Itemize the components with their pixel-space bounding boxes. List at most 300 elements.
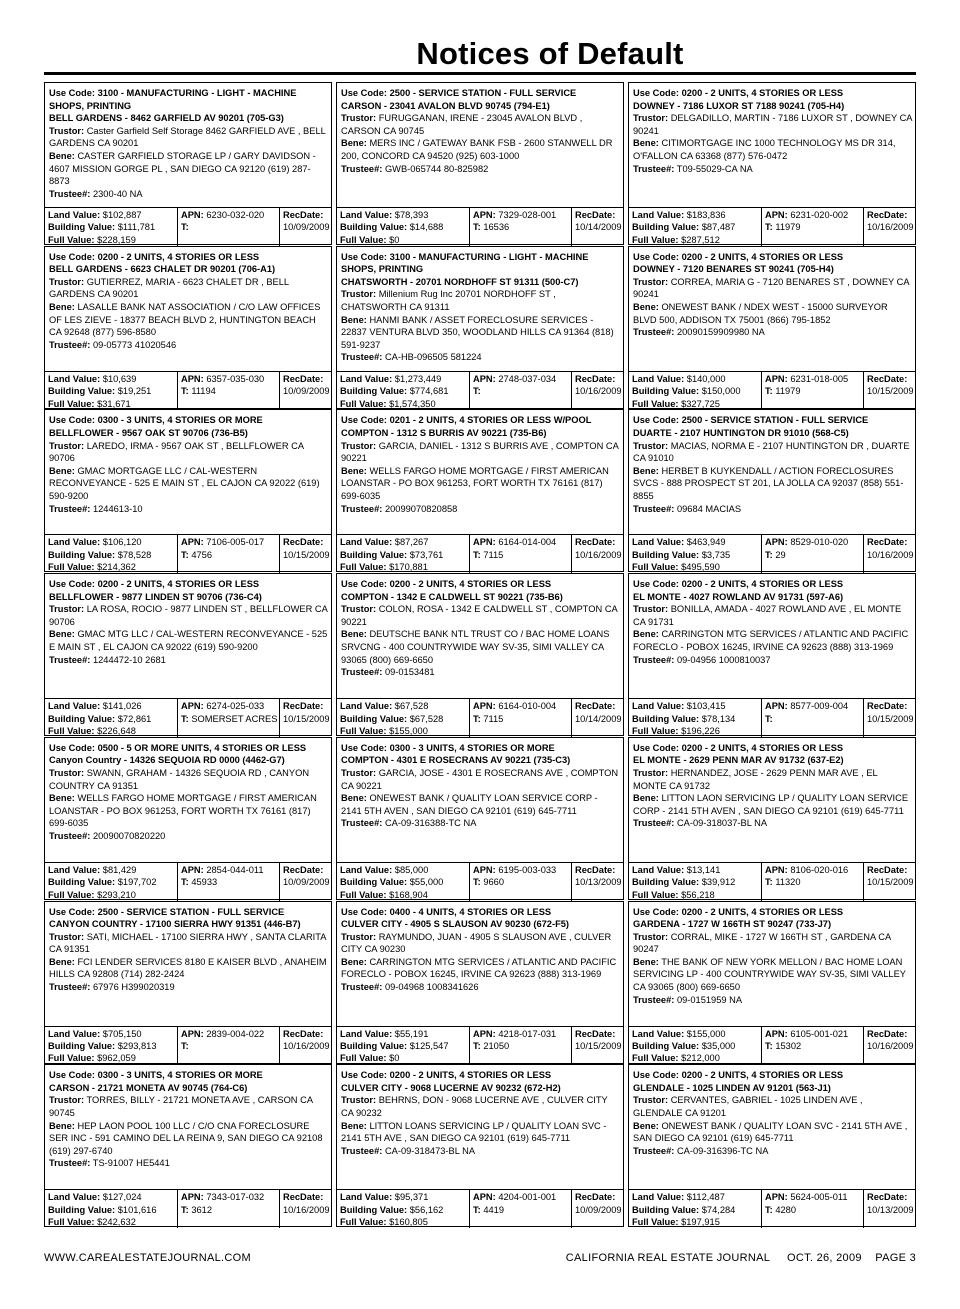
- bene-label: Bene:: [49, 150, 75, 161]
- trustee-value: TS-91007 HE5441: [92, 1158, 170, 1169]
- use-code-value: 0400 - 4 UNITS, 4 STORIES OR LESS: [389, 906, 552, 917]
- trustor-line: [341, 288, 620, 313]
- bene-line: [633, 1120, 912, 1145]
- trustor-line: [49, 125, 328, 150]
- land-value-label: Land Value:: [632, 864, 685, 875]
- trustor-line: [49, 767, 328, 792]
- land-value-label: Land Value:: [340, 373, 393, 384]
- building-value-label: Building Value:: [48, 222, 116, 233]
- land-value-label: Land Value:: [340, 537, 393, 548]
- tract-line: [473, 1204, 568, 1216]
- property-address: EL MONTE - 4027 ROWLAND AV 91731 (597-A6): [633, 591, 844, 602]
- tract-line: [765, 876, 860, 888]
- trustee-line: [341, 503, 620, 516]
- trustor-value: LA ROSA, ROCIO - 9877 LINDEN ST , BELLFLOWER CA 90706: [49, 604, 328, 627]
- bene-label: Bene:: [49, 956, 75, 967]
- apn-line: [473, 700, 568, 712]
- trustor-value: BEHRNS, DON - 9068 LUCERNE AVE , CULVER CITY CA 90232: [341, 1095, 608, 1118]
- full-value-value: $160,805: [389, 1217, 428, 1227]
- recdate-value: 10/16/2009: [283, 1204, 330, 1215]
- tract-line: [765, 221, 860, 233]
- trustee-value: 20099070820858: [384, 503, 458, 514]
- building-value-line: [632, 713, 758, 725]
- notice-body: [45, 83, 331, 211]
- building-value-line: [632, 1204, 758, 1216]
- tract-line: [473, 221, 568, 233]
- full-value-value: $155,000: [389, 725, 428, 736]
- use-code-label: Use Code:: [49, 906, 95, 917]
- use-code-line: [341, 578, 620, 591]
- values-row: [629, 698, 915, 737]
- recdate-value: 10/16/2009: [867, 222, 914, 233]
- use-code-label: Use Code:: [633, 415, 679, 426]
- trustor-label: Trustor:: [633, 931, 669, 942]
- recdate-value: 10/15/2009: [283, 713, 330, 724]
- notice-body: [45, 738, 331, 866]
- trustee-label: Trustee#:: [341, 503, 383, 514]
- apn-cell: [177, 1190, 279, 1228]
- full-value-line: [632, 234, 758, 246]
- land-value-label: Land Value:: [632, 1192, 685, 1203]
- apn-cell: [469, 1190, 571, 1228]
- values-row: [337, 207, 623, 246]
- use-code-value: 0200 - 2 UNITS, 4 STORIES OR LESS: [389, 1070, 552, 1081]
- value-cell: [629, 1190, 761, 1228]
- building-value-value: $72,861: [117, 713, 152, 724]
- recdate-value: 10/13/2009: [867, 1204, 914, 1215]
- tract-label: T:: [765, 386, 773, 397]
- value-cell: [45, 699, 177, 737]
- notice-body: [337, 410, 623, 538]
- trustee-label: Trustee#:: [633, 327, 675, 338]
- full-value-label: Full Value:: [48, 1217, 95, 1227]
- trustee-value: 09-04968 1008341626: [384, 982, 479, 993]
- bene-line: [49, 150, 328, 188]
- value-cell: [337, 208, 469, 246]
- apn-label: APN:: [181, 373, 204, 384]
- use-code-line: [633, 414, 912, 427]
- apn-label: APN:: [181, 1028, 204, 1039]
- bene-line: [341, 137, 620, 162]
- trustee-value: 67976 H399020319: [92, 982, 175, 993]
- tract-value: 16536: [483, 222, 510, 233]
- tract-label: T:: [765, 222, 773, 233]
- recdate-label: RecDate:: [867, 1192, 908, 1203]
- building-value-value: $35,000: [701, 1040, 736, 1051]
- bene-value: ONEWEST BANK / QUALITY LOAN SERVICE CORP - 2141 5TH AVEN , SAN DIEGO CA 92101 (619) 645-7711: [341, 793, 598, 816]
- trustee-label: Trustee#:: [341, 1145, 383, 1156]
- trustor-line: [341, 112, 620, 137]
- recdate-value: 10/15/2009: [867, 877, 914, 888]
- notice-card: [336, 246, 624, 409]
- bene-label: Bene:: [341, 314, 367, 325]
- land-value-line: [48, 373, 174, 385]
- bene-line: [633, 465, 912, 503]
- notice-body: [45, 247, 331, 375]
- bene-value: DEUTSCHE BANK NTL TRUST CO / BAC HOME LOANS SRVCNG - 400 COUNTRYWIDE WAY SV-35, SIMI VALLEY CA 93065 (800) 669-6650: [341, 629, 610, 665]
- trustor-line: [633, 1094, 912, 1119]
- building-value-value: $73,761: [409, 549, 444, 560]
- land-value-value: $106,120: [102, 537, 142, 548]
- land-value-value: $102,887: [102, 210, 142, 220]
- apn-value: 4204-001-001: [498, 1192, 557, 1203]
- apn-value: 4218-017-031: [498, 1028, 557, 1039]
- use-code-value: 2500 - SERVICE STATION - FULL SERVICE: [97, 906, 285, 917]
- full-value-value: $242,632: [97, 1217, 136, 1227]
- recdate-label: RecDate:: [283, 864, 324, 875]
- building-value-label: Building Value:: [48, 386, 116, 397]
- apn-label: APN:: [473, 1028, 496, 1039]
- full-value-label: Full Value:: [632, 1053, 679, 1064]
- property-address: DOWNEY - 7120 BENARES ST 90241 (705-H4): [633, 264, 834, 275]
- bene-value: WELLS FARGO HOME MORTGAGE / FIRST AMERICAN LOANSTAR - PO BOX 961253, FORT WORTH TX 76161 (817) 699-6035: [49, 793, 317, 829]
- trustor-value: SATI, MICHAEL - 17100 SIERRA HWY , SANTA CLARITA CA 91351: [49, 931, 326, 955]
- building-value-label: Building Value:: [48, 877, 116, 888]
- values-row: [45, 207, 331, 246]
- trustor-line: [633, 276, 912, 301]
- building-value-line: [632, 1040, 758, 1052]
- full-value-label: Full Value:: [48, 1053, 95, 1064]
- apn-value: 6105-001-021: [790, 1028, 849, 1039]
- trustor-label: Trustor:: [49, 604, 85, 615]
- bene-label: Bene:: [341, 138, 367, 149]
- trustee-label: Trustee#:: [633, 818, 675, 829]
- trustor-line: [341, 1094, 620, 1119]
- tract-line: [765, 385, 860, 397]
- full-value-line: [48, 889, 174, 901]
- apn-value: 8106-020-016: [790, 864, 849, 875]
- recdate-value: 10/09/2009: [283, 222, 330, 233]
- trustee-line: [633, 817, 912, 830]
- recdate-cell: [863, 1027, 915, 1065]
- bene-line: [49, 301, 328, 339]
- tract-value: 4419: [483, 1204, 505, 1215]
- recdate-label: RecDate:: [867, 864, 908, 875]
- bene-label: Bene:: [49, 629, 75, 640]
- trustor-line: [633, 767, 912, 792]
- bene-value: GMAC MORTGAGE LLC / CAL-WESTERN RECONVEYANCE - 525 E MAIN ST , EL CAJON CA 92022 (619) 590-9200: [49, 465, 320, 501]
- use-code-line: [633, 251, 912, 264]
- recdate-cell: [279, 863, 331, 901]
- bene-line: [341, 956, 620, 981]
- recdate-label: RecDate:: [283, 537, 324, 548]
- tract-value: 4756: [191, 549, 213, 560]
- notice-card: [336, 1064, 624, 1227]
- apn-cell: [177, 1027, 279, 1065]
- values-row: [337, 534, 623, 573]
- value-cell: [45, 1190, 177, 1228]
- tract-line: [765, 1204, 860, 1216]
- use-code-line: [49, 251, 328, 264]
- value-cell: [629, 372, 761, 410]
- use-code-line: [49, 414, 328, 427]
- building-value-label: Building Value:: [48, 549, 116, 560]
- trustee-value: 2300-40 NA: [92, 188, 143, 199]
- building-value-line: [340, 1040, 466, 1052]
- use-code-value: 0201 - 2 UNITS, 4 STORIES OR LESS W/POOL: [389, 415, 592, 426]
- trustor-line: [633, 931, 912, 956]
- apn-cell: [469, 372, 571, 410]
- recdate-cell: [571, 699, 623, 737]
- apn-line: [181, 700, 276, 712]
- tract-line: [181, 1204, 276, 1216]
- recdate-cell: [571, 535, 623, 573]
- building-value-label: Building Value:: [340, 222, 408, 233]
- notice-card: [44, 901, 332, 1064]
- apn-cell: [469, 699, 571, 737]
- apn-line: [473, 864, 568, 876]
- building-value-label: Building Value:: [632, 877, 700, 888]
- tract-label: T:: [473, 1040, 481, 1051]
- building-value-line: [340, 385, 466, 397]
- trustor-value: CORREA, MARIA G - 7120 BENARES ST , DOWNEY CA 90241: [633, 276, 910, 300]
- footer-page: PAGE 3: [875, 1252, 916, 1264]
- bene-value: CASTER GARFIELD STORAGE LP / GARY DAVIDSON - 4607 MISSION GORGE PL , SAN DIEGO CA 92120 (619) 287-8873: [49, 150, 316, 187]
- value-cell: [45, 863, 177, 901]
- use-code-line: [341, 414, 620, 427]
- bene-label: Bene:: [633, 793, 659, 804]
- trustor-value: COLON, ROSA - 1342 E CALDWELL ST , COMPTON CA 90221: [341, 604, 618, 627]
- values-row: [45, 534, 331, 573]
- trustor-label: Trustor:: [341, 113, 377, 124]
- land-value-line: [632, 700, 758, 712]
- page-title: Notices of Default: [416, 36, 684, 71]
- tract-label: T:: [765, 713, 773, 724]
- building-value-label: Building Value:: [340, 1040, 408, 1051]
- notice-card: [336, 409, 624, 572]
- property-address: COMPTON - 1312 S BURRIS AV 90221 (735-B6): [341, 427, 547, 438]
- apn-label: APN:: [181, 701, 204, 712]
- use-code-line: [341, 742, 620, 755]
- tract-line: [181, 549, 276, 561]
- apn-line: [181, 209, 276, 221]
- building-value-label: Building Value:: [632, 549, 700, 560]
- notice-body: [629, 902, 915, 1030]
- trustee-value: CA-09-316388-TC NA: [384, 818, 477, 829]
- trustee-value: 1244613-10: [92, 503, 143, 514]
- use-code-line: [49, 906, 328, 919]
- bene-value: LITTON LOANS SERVICING LP / QUALITY LOAN SVC - 2141 5TH AVE , SAN DIEGO CA 92101 (619) 645-7711: [341, 1120, 607, 1144]
- use-code-line: [49, 742, 328, 755]
- notice-body: [45, 1065, 331, 1193]
- tract-line: [181, 876, 276, 888]
- trustor-value: SWANN, GRAHAM - 14326 SEQUOIA RD , CANYON COUNTRY CA 91351: [49, 767, 310, 791]
- bene-value: LITTON LAON SERVICING LP / QUALITY LOAN SERVICE CORP - 2141 5TH AVEN , SAN DIEGO CA 92101 (619) 645-7711: [633, 793, 909, 816]
- use-code-line: [633, 742, 912, 755]
- tract-line: [473, 713, 568, 725]
- land-value-line: [340, 209, 466, 221]
- full-value-label: Full Value:: [340, 725, 387, 736]
- tract-label: T:: [181, 877, 189, 888]
- full-value-line: [48, 561, 174, 573]
- recdate-value: 10/15/2009: [575, 1040, 622, 1051]
- full-value-label: Full Value:: [340, 398, 387, 409]
- full-value-line: [632, 889, 758, 901]
- full-value-label: Full Value:: [48, 398, 95, 409]
- notice-body: [45, 410, 331, 538]
- recdate-cell: [863, 1190, 915, 1228]
- land-value-value: $141,026: [102, 701, 142, 712]
- apn-label: APN:: [765, 701, 788, 712]
- trustor-label: Trustor:: [49, 931, 85, 942]
- apn-label: APN:: [765, 1192, 788, 1203]
- apn-line: [181, 864, 276, 876]
- trustee-label: Trustee#:: [49, 1158, 91, 1169]
- apn-label: APN:: [181, 1192, 204, 1203]
- value-cell: [629, 1027, 761, 1065]
- values-row: [629, 534, 915, 573]
- land-value-label: Land Value:: [48, 210, 101, 220]
- apn-value: 6274-025-033: [206, 701, 265, 712]
- trustor-line: [341, 767, 620, 792]
- trustor-line: [341, 603, 620, 628]
- use-code-line: [49, 1069, 328, 1082]
- trustee-line: [49, 654, 328, 667]
- bene-label: Bene:: [633, 956, 659, 967]
- value-cell: [45, 372, 177, 410]
- property-address: BELLFLOWER - 9877 LINDEN ST 90706 (736-C4): [49, 591, 262, 602]
- apn-line: [765, 536, 860, 548]
- trustor-label: Trustor:: [49, 276, 85, 287]
- apn-label: APN:: [765, 1028, 788, 1039]
- recdate-value: 10/16/2009: [575, 386, 622, 397]
- trustor-value: GUTIERREZ, MARIA - 6623 CHALET DR , BELL GARDENS CA 90201: [49, 276, 289, 300]
- land-value-value: $10,639: [102, 373, 137, 384]
- use-code-value: 2500 - SERVICE STATION - FULL SERVICE: [681, 415, 869, 426]
- building-value-label: Building Value:: [48, 1040, 116, 1051]
- full-value-line: [632, 398, 758, 410]
- full-value-label: Full Value:: [340, 562, 387, 573]
- land-value-line: [632, 536, 758, 548]
- property-address: DOWNEY - 7186 LUXOR ST 7188 90241 (705-H4): [633, 100, 845, 111]
- use-code-label: Use Code:: [341, 579, 387, 590]
- trustee-label: Trustee#:: [49, 830, 91, 841]
- tract-line: [473, 385, 568, 397]
- value-cell: [45, 535, 177, 573]
- recdate-label: RecDate:: [575, 1192, 616, 1203]
- apn-label: APN:: [765, 210, 788, 220]
- trustee-line: [49, 1157, 328, 1170]
- trustee-line: [341, 1145, 620, 1158]
- property-address: GARDENA - 1727 W 166TH ST 90247 (733-J7): [633, 919, 832, 930]
- trustee-value: 09-0151959 NA: [676, 994, 743, 1005]
- building-value-line: [340, 876, 466, 888]
- land-value-value: $127,024: [102, 1192, 142, 1203]
- apn-line: [765, 373, 860, 385]
- tract-line: [473, 1040, 568, 1052]
- value-cell: [45, 1027, 177, 1065]
- tract-label: T:: [181, 386, 189, 397]
- trustee-value: CA-09-318473-BL NA: [384, 1145, 476, 1156]
- bene-value: FCI LENDER SERVICES 8180 E KAISER BLVD , ANAHEIM HILLS CA 92808 (714) 282-2424: [49, 956, 327, 980]
- notice-body: [45, 574, 331, 702]
- tract-line: [181, 1040, 276, 1052]
- land-value-label: Land Value:: [48, 1028, 101, 1039]
- full-value-label: Full Value:: [48, 725, 95, 736]
- tract-value: 7115: [483, 549, 504, 560]
- tract-value: 4280: [775, 1204, 797, 1215]
- trustor-value: TORRES, BILLY - 21721 MONETA AVE , CARSON CA 90745: [49, 1095, 313, 1118]
- tract-value: 11979: [775, 386, 801, 397]
- trustor-line: [633, 603, 912, 628]
- bene-line: [633, 956, 912, 994]
- land-value-label: Land Value:: [340, 210, 393, 220]
- trustee-line: [633, 994, 912, 1007]
- land-value-value: $87,267: [394, 537, 429, 548]
- building-value-label: Building Value:: [340, 549, 408, 560]
- trustor-value: CORRAL, MIKE - 1727 W 166TH ST , GARDENA CA 90247: [633, 931, 891, 955]
- recdate-label: RecDate:: [575, 210, 616, 220]
- building-value-label: Building Value:: [48, 1204, 116, 1215]
- bene-label: Bene:: [633, 629, 659, 640]
- footer-date: OCT. 26, 2009: [786, 1252, 862, 1264]
- bene-line: [633, 792, 912, 817]
- trustor-line: [49, 276, 328, 301]
- notice-card: [628, 246, 916, 409]
- land-value-label: Land Value:: [340, 1192, 393, 1203]
- recdate-label: RecDate:: [283, 210, 324, 220]
- notice-card: [336, 901, 624, 1064]
- trustee-label: Trustee#:: [633, 994, 675, 1005]
- bene-label: Bene:: [49, 302, 75, 313]
- recdate-value: 10/09/2009: [575, 1204, 622, 1215]
- notice-card: [44, 246, 332, 409]
- recdate-cell: [863, 535, 915, 573]
- building-value-value: $74,284: [701, 1204, 736, 1215]
- tract-label: T:: [181, 222, 189, 233]
- recdate-value: 10/09/2009: [283, 386, 330, 397]
- trustor-line: [633, 112, 912, 137]
- building-value-value: $67,528: [409, 713, 444, 724]
- full-value-line: [340, 398, 466, 410]
- trustor-value: CERVANTES, GABRIEL - 1025 LINDEN AVE , GLENDALE CA 91201: [633, 1095, 863, 1118]
- full-value-line: [632, 1052, 758, 1064]
- trustor-value: DELGADILLO, MARTIN - 7186 LUXOR ST , DOWNEY CA 90241: [633, 113, 912, 136]
- value-cell: [337, 863, 469, 901]
- apn-line: [473, 1191, 568, 1203]
- value-cell: [337, 1027, 469, 1065]
- use-code-label: Use Code:: [633, 579, 679, 590]
- trustor-value: RAYMUNDO, JUAN - 4905 S SLAUSON AVE , CULVER CITY CA 90230: [341, 931, 612, 955]
- notice-card: [336, 573, 624, 736]
- recdate-label: RecDate:: [283, 373, 324, 384]
- full-value-label: Full Value:: [632, 562, 679, 573]
- values-row: [629, 371, 915, 410]
- land-value-value: $13,141: [686, 864, 721, 875]
- apn-line: [473, 373, 568, 385]
- trustor-label: Trustor:: [341, 289, 377, 300]
- notice-body: [337, 738, 623, 866]
- use-code-line: [633, 906, 912, 919]
- use-code-line: [341, 87, 620, 100]
- full-value-value: $495,590: [681, 562, 720, 573]
- notice-card: [44, 573, 332, 736]
- values-row: [45, 371, 331, 410]
- land-value-value: $55,191: [394, 1028, 429, 1039]
- apn-line: [765, 1191, 860, 1203]
- apn-value: 8529-010-020: [790, 537, 849, 548]
- bene-line: [341, 628, 620, 666]
- notice-card: [44, 1064, 332, 1227]
- bene-label: Bene:: [341, 956, 367, 967]
- tract-label: T:: [473, 222, 481, 233]
- apn-cell: [761, 1190, 863, 1228]
- bene-line: [633, 628, 912, 653]
- full-value-value: $196,226: [681, 725, 720, 736]
- use-code-value: 3100 - MANUFACTURING - LIGHT - MACHINE SHOPS, PRINTING: [49, 88, 297, 111]
- footer-journal: CALIFORNIA REAL ESTATE JOURNAL: [565, 1252, 771, 1264]
- building-value-value: $111,781: [117, 222, 156, 233]
